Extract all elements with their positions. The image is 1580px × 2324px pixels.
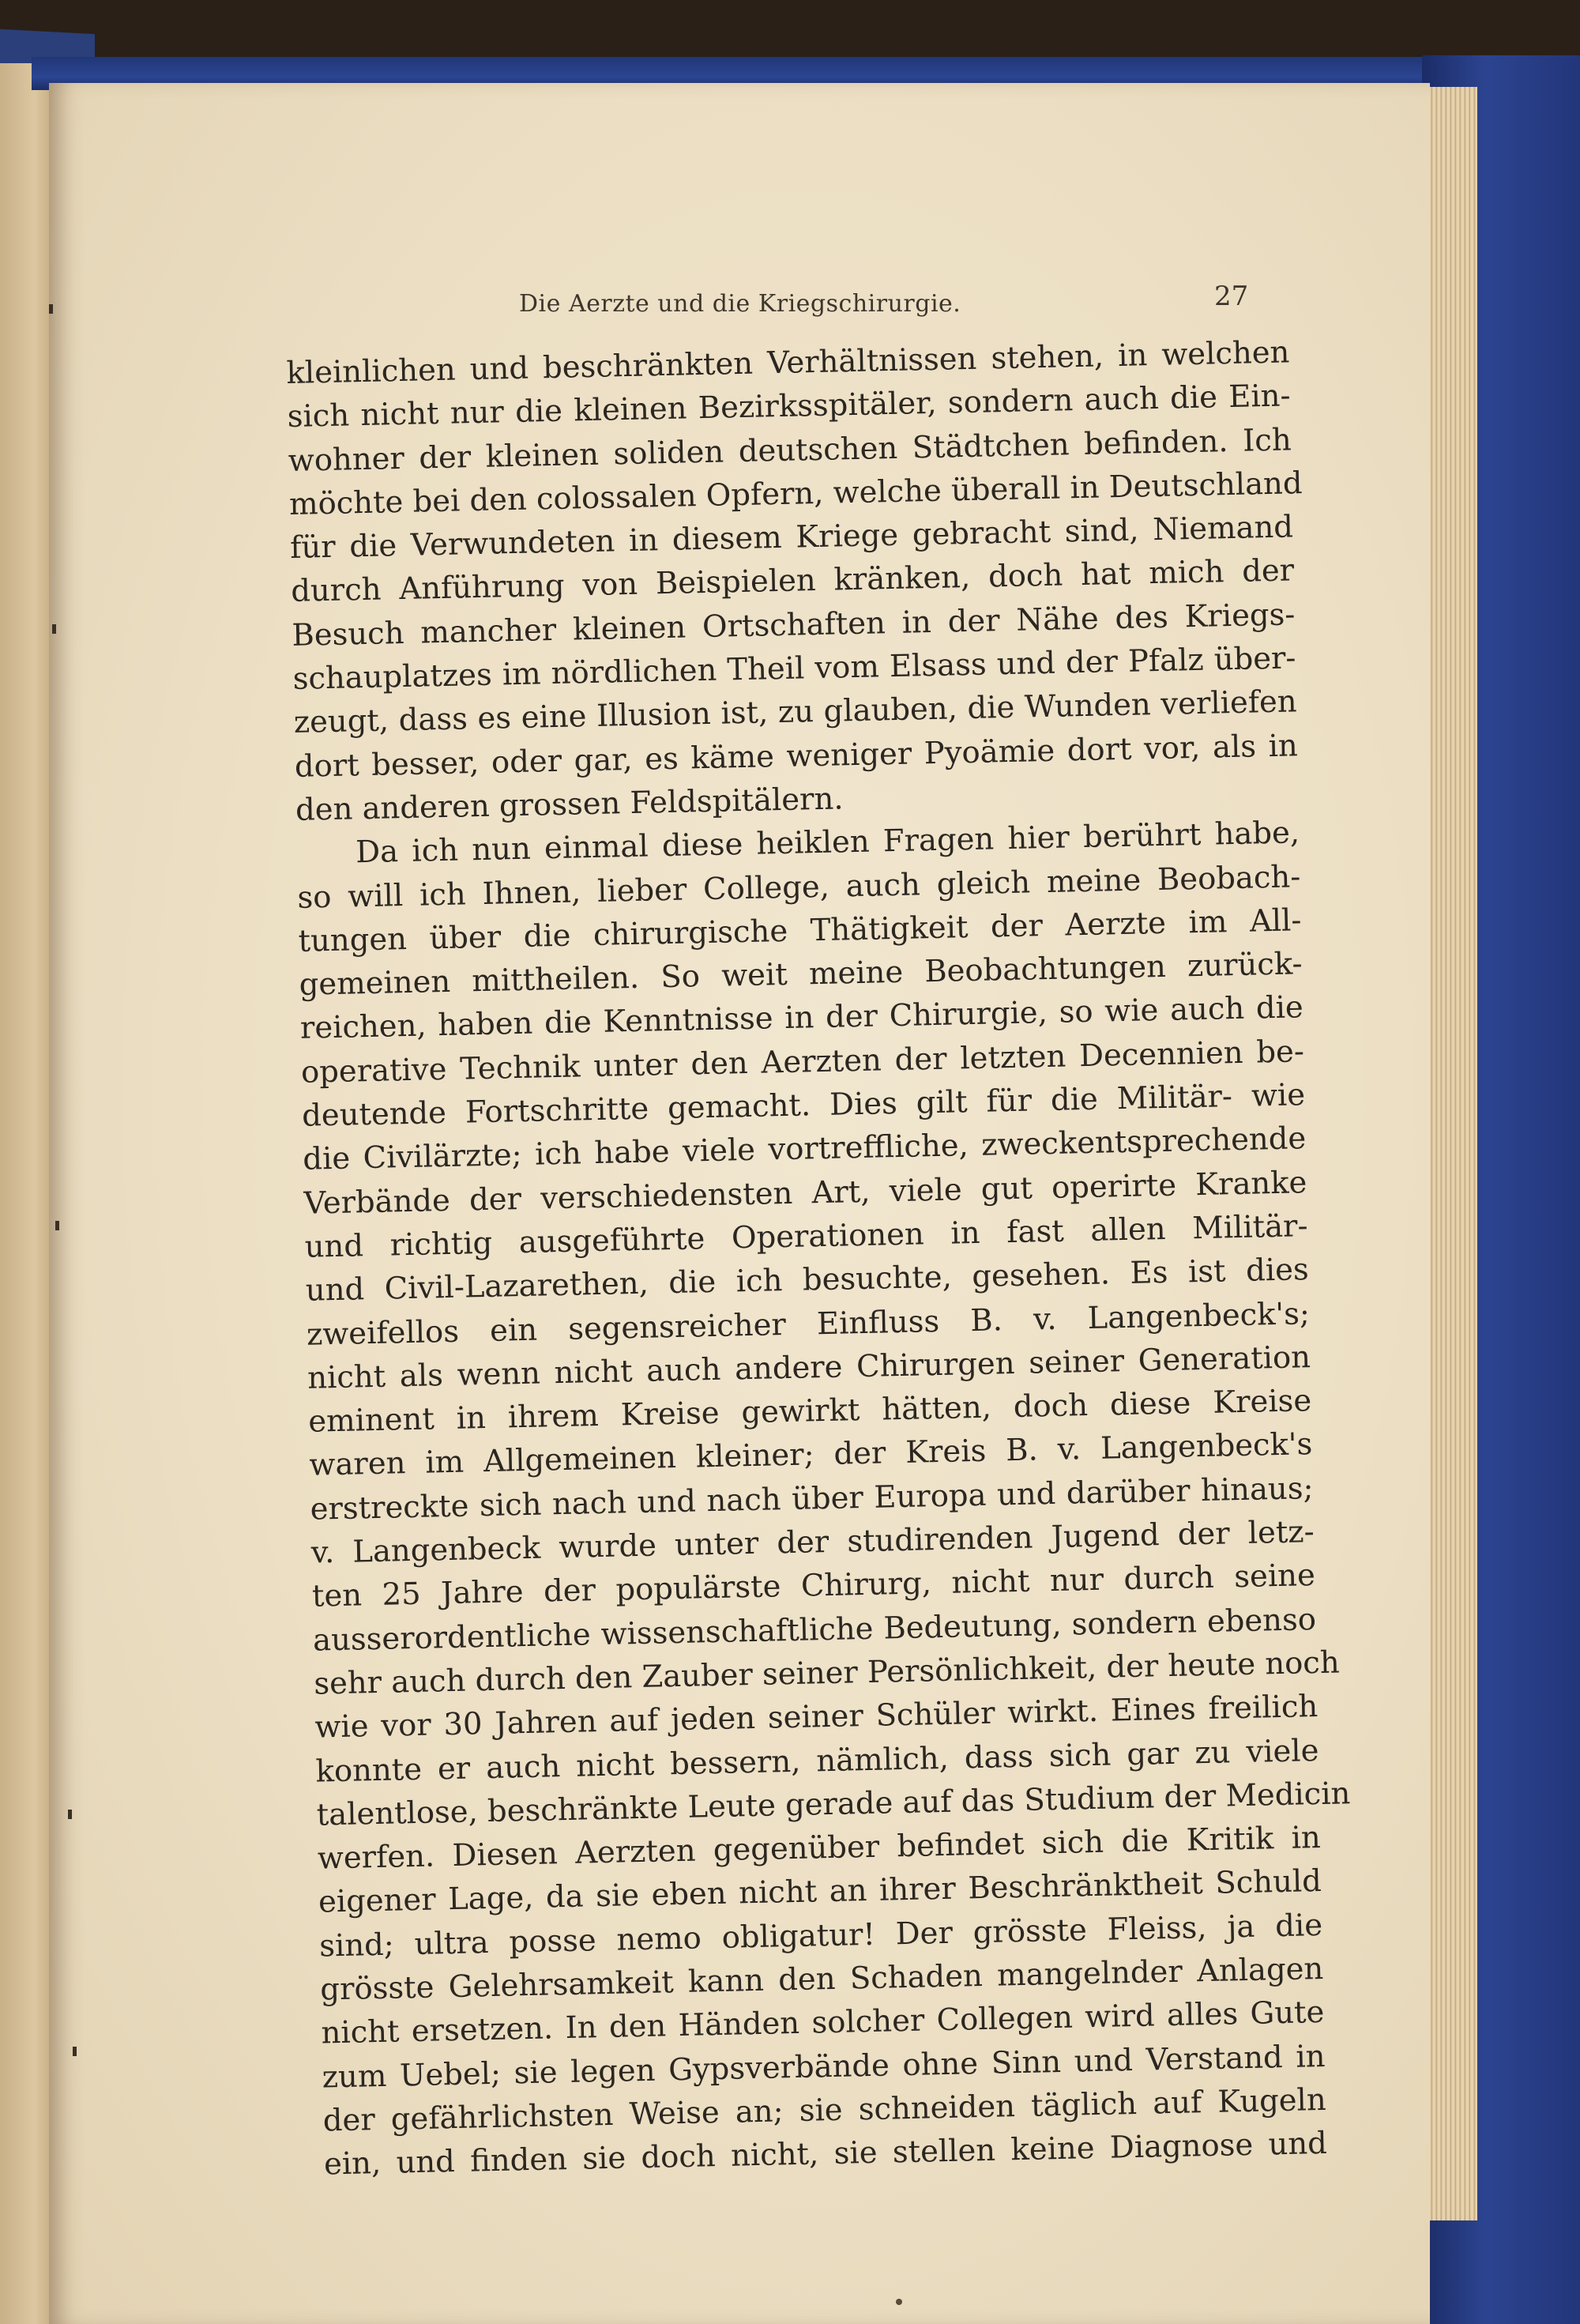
text-line: Verbände der verschiedensten Art, viele gut operirte Kranke: [303, 1164, 1307, 1222]
text-line: eigener Lage, da sie eben nicht an ihrer Beschränktheit Schuld: [318, 1863, 1322, 1920]
text-line: durch Anführung von Beispielen kränken, doch hat mich der: [290, 552, 1295, 610]
text-line: zeugt, dass es eine Illusion ist, zu glauben, die Wunden verliefen: [293, 684, 1298, 741]
text-line: sind; ultra posse nemo obligatur! Der grösste Fleiss, ja die: [318, 1907, 1323, 1964]
text-line: nicht als wenn nicht auch andere Chirurgen seiner Generation: [307, 1339, 1311, 1396]
text-line: zweifellos ein segensreicher Einfluss B. v. Langenbeck's;: [306, 1295, 1311, 1353]
page-number: 27: [1214, 281, 1249, 312]
text-line: ein, und finden sie doch nicht, sie stellen keine Diagnose und: [323, 2126, 1328, 2183]
text-line: werfen. Diesen Aerzten gegenüber befindet sich die Kritik in: [317, 1820, 1322, 1877]
margin-mark: [52, 624, 56, 634]
text-line: tungen über die chirurgische Thätigkeit der Aerzte im All-: [298, 902, 1302, 959]
book-page: [49, 83, 1430, 2324]
text-line: die Civilärzte; ich habe viele vortreffliche, zweckentsprechende: [302, 1121, 1307, 1178]
text-line: grösste Gelehrsamkeit kann den Schaden mangelnder Anlagen: [319, 1950, 1324, 2008]
text-line: für die Verwundeten in diesem Kriege gebracht sind, Niemand: [289, 509, 1294, 567]
text-line: sich nicht nur die kleinen Bezirksspitäler, sondern auch die Ein-: [287, 378, 1291, 435]
text-line: wohner der kleinen soliden deutschen Städtchen befinden. Ich: [288, 421, 1292, 479]
text-line: und richtig ausgeführte Operationen in fast allen Militär-: [304, 1208, 1308, 1265]
margin-mark: [73, 2047, 77, 2056]
running-head: Die Aerzte und die Kriegschirurgie.: [519, 290, 961, 318]
text-line: ausserordentliche wissenschaftliche Bedeutung, sondern ebenso: [312, 1601, 1317, 1659]
text-line: nicht ersetzen. In den Händen solcher Collegen wird alles Gute: [321, 1994, 1325, 2051]
margin-mark: [55, 1221, 59, 1230]
text-line: sehr auch durch den Zauber seiner Persönlichkeit, der heute noch: [313, 1644, 1341, 1702]
text-line: operative Technik unter den Aerzten der letzten Decennien be-: [300, 1033, 1305, 1090]
text-line: möchte bei den colossalen Opfern, welche überall in Deutschland: [288, 465, 1303, 522]
text-line: den anderen grossen Feldspitälern.: [295, 781, 844, 828]
margin-mark: [49, 304, 53, 314]
text-line: zum Uebel; sie legen Gypsverbände ohne Sinn und Verstand in: [322, 2038, 1326, 2096]
text-line: Besuch mancher kleinen Ortschaften in der Nähe des Kriegs-: [292, 597, 1296, 654]
text-line: konnte er auch nicht bessern, nämlich, dass sich gar zu viele: [315, 1732, 1319, 1790]
text-line: talentlose, beschränkte Leute gerade auf das Studium der Medicin: [316, 1775, 1351, 1833]
text-line: deutende Fortschritte gemacht. Dies gilt für die Militär- wie: [301, 1077, 1306, 1134]
margin-mark: [68, 1810, 72, 1819]
text-line: reichen, haben die Kenntnisse in der Chirurgie, so wie auch die: [299, 989, 1304, 1047]
text-line: waren im Allgemeinen kleiner; der Kreis B. v. Langenbeck's: [309, 1426, 1313, 1484]
text-line: erstreckte sich nach und nach über Europa und darüber hinaus;: [310, 1470, 1314, 1527]
body-text: [286, 330, 1351, 2187]
text-line: der gefährlichsten Weise an; sie schneiden täglich auf Kugeln: [322, 2081, 1327, 2139]
ink-spot: [896, 2299, 902, 2305]
text-line: schauplatzes im nördlichen Theil vom Elsass und der Pfalz über-: [292, 640, 1296, 697]
text-line: kleinlichen und beschränkten Verhältnissen stehen, in welchen: [286, 334, 1290, 391]
text-line: wie vor 30 Jahren auf jeden seiner Schüler wirkt. Eines freilich: [314, 1689, 1319, 1746]
text-line: und Civil-Lazarethen, die ich besuchte, gesehen. Es ist dies: [305, 1252, 1310, 1309]
text-line: gemeinen mittheilen. So weit meine Beobachtungen zurück-: [299, 946, 1303, 1003]
text-line: dort besser, oder gar, es käme weniger Pyoämie dort vor, als in: [294, 727, 1299, 785]
text-line: so will ich Ihnen, lieber College, auch gleich meine Beobach-: [297, 858, 1301, 916]
text-line: ten 25 Jahre der populärste Chirurg, nicht nur durch seine: [311, 1557, 1316, 1614]
text-line: eminent in ihrem Kreise gewirkt hätten, doch diese Kreise: [307, 1383, 1312, 1440]
paragraph-first-line: Da ich nun einmal diese heiklen Fragen hier berührt habe,: [355, 815, 1300, 871]
text-line: v. Langenbeck wurde unter der studirenden Jugend der letz-: [310, 1514, 1315, 1571]
